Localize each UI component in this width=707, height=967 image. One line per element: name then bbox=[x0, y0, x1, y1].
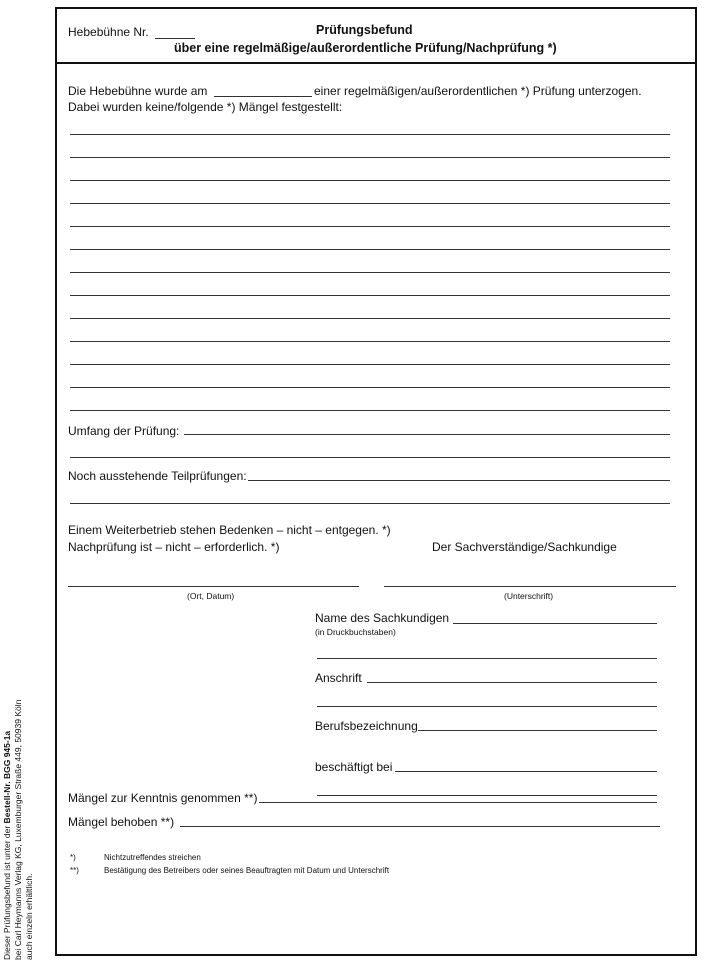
footnote-text: Bestätigung des Betreibers oder seines Beauftragten mit Datum und Unterschrift bbox=[104, 866, 390, 875]
lift-number-field[interactable] bbox=[155, 38, 195, 39]
defect-line[interactable] bbox=[70, 272, 670, 273]
place-date-caption: (Ort, Datum) bbox=[187, 591, 235, 601]
scope-field-line2[interactable] bbox=[70, 457, 670, 458]
inspection-text-before: Die Hebebühne wurde am bbox=[68, 84, 208, 98]
employer-label: beschäftigt bei bbox=[315, 760, 393, 774]
address-field[interactable] bbox=[367, 682, 657, 683]
defect-line[interactable] bbox=[70, 203, 670, 204]
defects-intro: Dabei wurden keine/folgende *) Mängel festgestellt: bbox=[68, 100, 343, 114]
reinspection-statement: Nachprüfung ist – nicht – erforderlich. *) bbox=[68, 540, 280, 554]
expert-heading: Der Sachverständige/Sachkundige bbox=[432, 540, 617, 554]
inspection-text-after: einer regelmäßigen/außerordentlichen *) Prüfung unterzogen. bbox=[314, 84, 642, 98]
expert-name-field-line2[interactable] bbox=[317, 658, 657, 659]
defects-fixed-label: Mängel behoben **) bbox=[68, 815, 175, 829]
defect-line[interactable] bbox=[70, 387, 670, 388]
pending-field[interactable] bbox=[248, 480, 670, 481]
expert-name-hint: (in Druckbuchstaben) bbox=[315, 627, 396, 637]
address-field-line2[interactable] bbox=[317, 706, 657, 707]
defects-noted-field[interactable] bbox=[259, 802, 657, 803]
order-side-note bbox=[2, 640, 35, 960]
defect-line[interactable] bbox=[70, 364, 670, 365]
profession-field[interactable] bbox=[418, 730, 657, 731]
side-note-prefix: Dieser Prüfungsbefund ist unter der bbox=[2, 823, 12, 960]
availability-note: auch einzeln erhältlich. bbox=[24, 873, 34, 960]
profession-label: Berufsbezeichnung bbox=[315, 719, 418, 733]
form-title: Prüfungsbefund bbox=[316, 23, 413, 37]
defect-line[interactable] bbox=[70, 318, 670, 319]
footnote-text: Nichtzutreffendes streichen bbox=[104, 853, 201, 862]
publisher-address: bei Carl Heymanns Verlag KG, Luxemburger Straße 449, 50939 Köln bbox=[13, 699, 23, 960]
defect-line[interactable] bbox=[70, 249, 670, 250]
footnote-mark: **) bbox=[70, 866, 79, 875]
expert-name-label: Name des Sachkundigen bbox=[315, 611, 450, 625]
scope-label: Umfang der Prüfung: bbox=[68, 424, 180, 438]
order-number: Bestell-Nr. BGG 945-1a bbox=[2, 730, 12, 824]
defect-line[interactable] bbox=[70, 410, 670, 411]
employer-field-line2[interactable] bbox=[317, 795, 657, 796]
signature-caption: (Unterschrift) bbox=[504, 591, 554, 601]
form-subtitle: über eine regelmäßige/außerordentliche Prüfung/Nachprüfung *) bbox=[174, 41, 557, 55]
place-date-field[interactable] bbox=[68, 586, 359, 587]
defects-fixed-field[interactable] bbox=[180, 826, 660, 827]
expert-name-field[interactable] bbox=[453, 623, 657, 624]
defect-line[interactable] bbox=[70, 134, 670, 135]
pending-label: Noch ausstehende Teilprüfungen: bbox=[68, 469, 247, 483]
header-divider bbox=[55, 62, 697, 64]
defect-line[interactable] bbox=[70, 157, 670, 158]
pending-field-line2[interactable] bbox=[70, 503, 670, 504]
defect-line[interactable] bbox=[70, 226, 670, 227]
address-label: Anschrift bbox=[315, 671, 362, 685]
defects-noted-label: Mängel zur Kenntnis genommen **) bbox=[68, 791, 258, 805]
defect-line[interactable] bbox=[70, 180, 670, 181]
signature-field[interactable] bbox=[384, 586, 676, 587]
defect-line[interactable] bbox=[70, 295, 670, 296]
footnote-mark: *) bbox=[70, 853, 76, 862]
operation-statement: Einem Weiterbetrieb stehen Bedenken – nicht – entgegen. *) bbox=[68, 523, 391, 537]
defect-line[interactable] bbox=[70, 341, 670, 342]
inspection-date-field[interactable] bbox=[214, 96, 312, 97]
lift-number-label: Hebebühne Nr. bbox=[68, 25, 149, 39]
scope-field[interactable] bbox=[184, 434, 670, 435]
employer-field[interactable] bbox=[395, 771, 657, 772]
